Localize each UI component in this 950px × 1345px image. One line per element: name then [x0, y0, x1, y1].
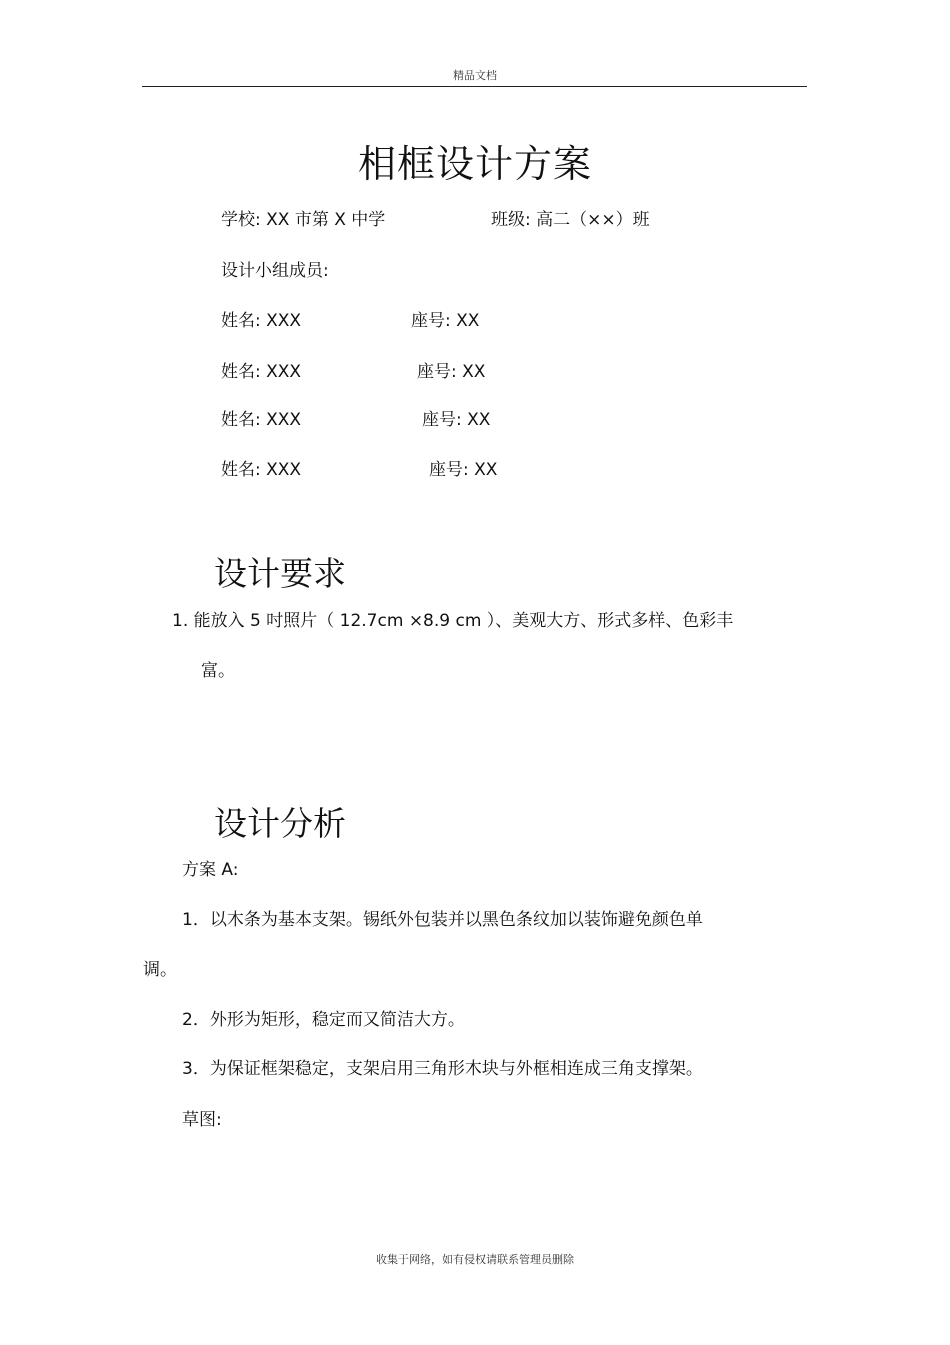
- document-title: 相框设计方案: [357, 142, 592, 186]
- requirement-item-1: 1. 能放入 5 吋照片（ 12.7cm ×8.9 cm ）、美观大方、形式多样、色彩丰: [172, 611, 734, 631]
- member-name: 姓名: XXX: [221, 460, 302, 480]
- member-name: 姓名: XXX: [221, 311, 302, 331]
- analysis-point-1-continued: 调。: [143, 960, 177, 980]
- sketch-label: 草图:: [182, 1110, 222, 1130]
- page-header: 精品文档: [453, 69, 497, 82]
- school-line: 学校: XX 市第 X 中学: [221, 210, 386, 230]
- requirements-heading: 设计要求: [214, 554, 346, 593]
- group-members-label: 设计小组成员:: [221, 261, 329, 281]
- analysis-point-3: 3．为保证框架稳定，支架启用三角形木块与外框相连成三角支撑架。: [182, 1059, 703, 1079]
- plan-a-label: 方案 A:: [182, 860, 239, 880]
- member-name: 姓名: XXX: [221, 362, 302, 382]
- page-footer: 收集于网络，如有侵权请联系管理员删除: [376, 1253, 574, 1266]
- member-seat: 座号: XX: [417, 362, 486, 382]
- requirement-item-1-continued: 富。: [201, 661, 235, 681]
- header-divider: [142, 86, 807, 87]
- analysis-point-1: 1．以木条为基本支架。锡纸外包装并以黑色条纹加以装饰避免颜色单: [182, 910, 703, 930]
- analysis-point-2: 2．外形为矩形，稳定而又简洁大方。: [182, 1010, 465, 1030]
- class-line: 班级: 高二（××）班: [491, 210, 650, 230]
- member-seat: 座号: XX: [422, 410, 491, 430]
- member-name: 姓名: XXX: [221, 410, 302, 430]
- member-seat: 座号: XX: [411, 311, 480, 331]
- analysis-heading: 设计分析: [214, 804, 346, 843]
- member-seat: 座号: XX: [429, 460, 498, 480]
